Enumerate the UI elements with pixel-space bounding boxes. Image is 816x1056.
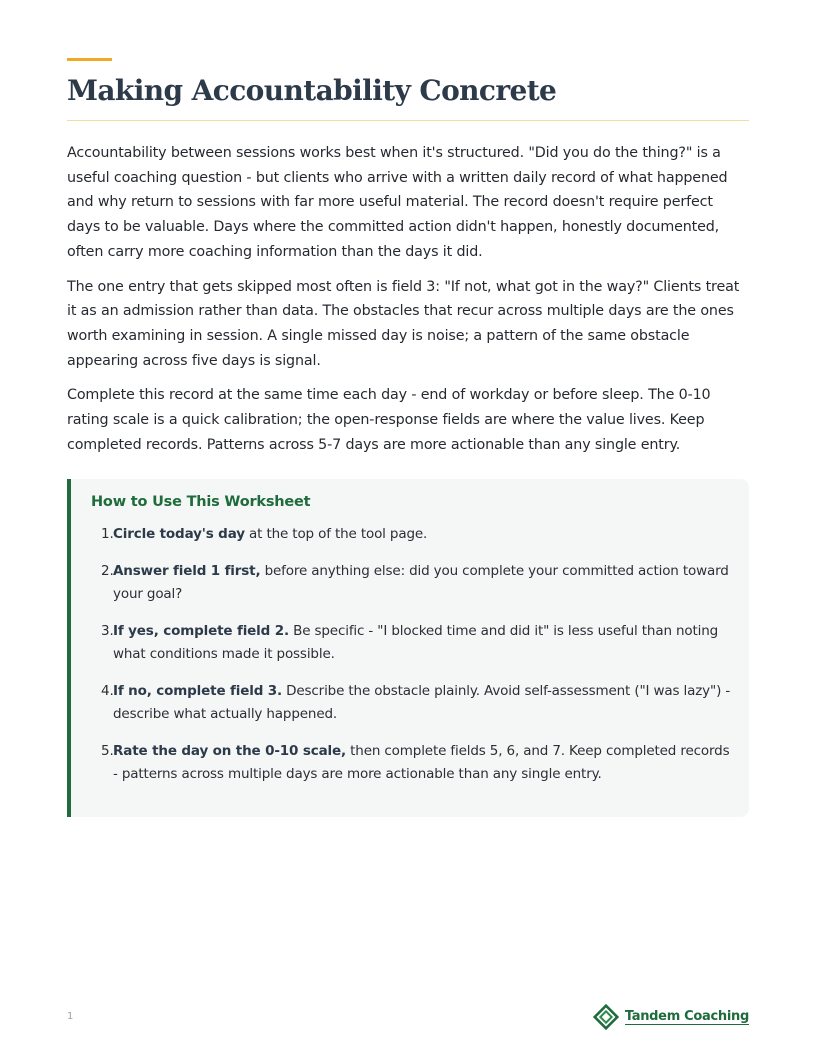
- step-text: at the top of the tool page.: [244, 526, 428, 542]
- how-to-step: [91, 560, 731, 606]
- step-text: then complete fields 5, 6, and 7. Keep completed records - patterns across multiple days are more actionable than any single entry.: [113, 743, 730, 782]
- body-text: [67, 141, 749, 467]
- how-to-step: [91, 523, 731, 546]
- title-accent-rule: [67, 58, 112, 61]
- how-to-callout: [67, 479, 749, 817]
- how-to-step: [91, 620, 731, 666]
- title-divider: [67, 120, 749, 121]
- paragraph-timing: Complete this record at the same time each day - end of workday or before sleep. The 0-10 rating scale is a quick calibration; the open-response fields are where the value lives. Keep completed records. Patterns across 5-7 days are more actionable than any single entry.: [67, 387, 711, 453]
- step-lead: Circle today's day: [113, 526, 245, 542]
- step-text: Be specific - "I blocked time and did it" is less useful than noting what conditions made it possible.: [113, 623, 719, 662]
- diamond-logo-icon: [593, 1004, 619, 1030]
- how-to-step: [91, 680, 731, 726]
- step-number: 1.: [101, 526, 114, 542]
- paragraph-field-3: The one entry that gets skipped most often is field 3: "If not, what got in the way?" Clients treat it as an admission rather than data. The obstacles that recur across multiple days are the ones worth examining in session. A single missed day is noise; a pattern of the same obstacle appearing across five days is signal.: [67, 278, 740, 369]
- step-lead: Answer field 1 first,: [113, 563, 261, 579]
- step-lead: Rate the day on the 0-10 scale,: [113, 743, 346, 759]
- page-number: 1: [67, 1011, 74, 1022]
- brand-logo: [593, 1004, 749, 1030]
- step-text: Describe the obstacle plainly. Avoid self-assessment ("I was lazy") - describe what actually happened.: [113, 683, 731, 722]
- how-to-title: How to Use This Worksheet: [91, 494, 311, 510]
- step-number: 5.: [101, 743, 114, 759]
- step-text: before anything else: did you complete your committed action toward your goal?: [113, 563, 729, 602]
- how-to-step: [91, 740, 731, 786]
- paragraph-intro: Accountability between sessions works best when it's structured. "Did you do the thing?" is a useful coaching question - but clients who arrive with a written daily record of what happened and why return to sessions with far more useful material. The record doesn't require perfect days to be valuable. Days where the committed action didn't happen, honestly documented, often carry more coaching information than the days it did.: [67, 145, 728, 260]
- brand-name: Tandem Coaching: [624, 1009, 749, 1024]
- step-number: 4.: [101, 683, 114, 699]
- step-lead: If yes, complete field 2.: [113, 623, 289, 639]
- page-title: Making Accountability Concrete: [67, 74, 557, 107]
- step-number: 3.: [101, 623, 114, 639]
- how-to-steps: [91, 523, 731, 800]
- step-lead: If no, complete field 3.: [113, 683, 282, 699]
- step-number: 2.: [101, 563, 114, 579]
